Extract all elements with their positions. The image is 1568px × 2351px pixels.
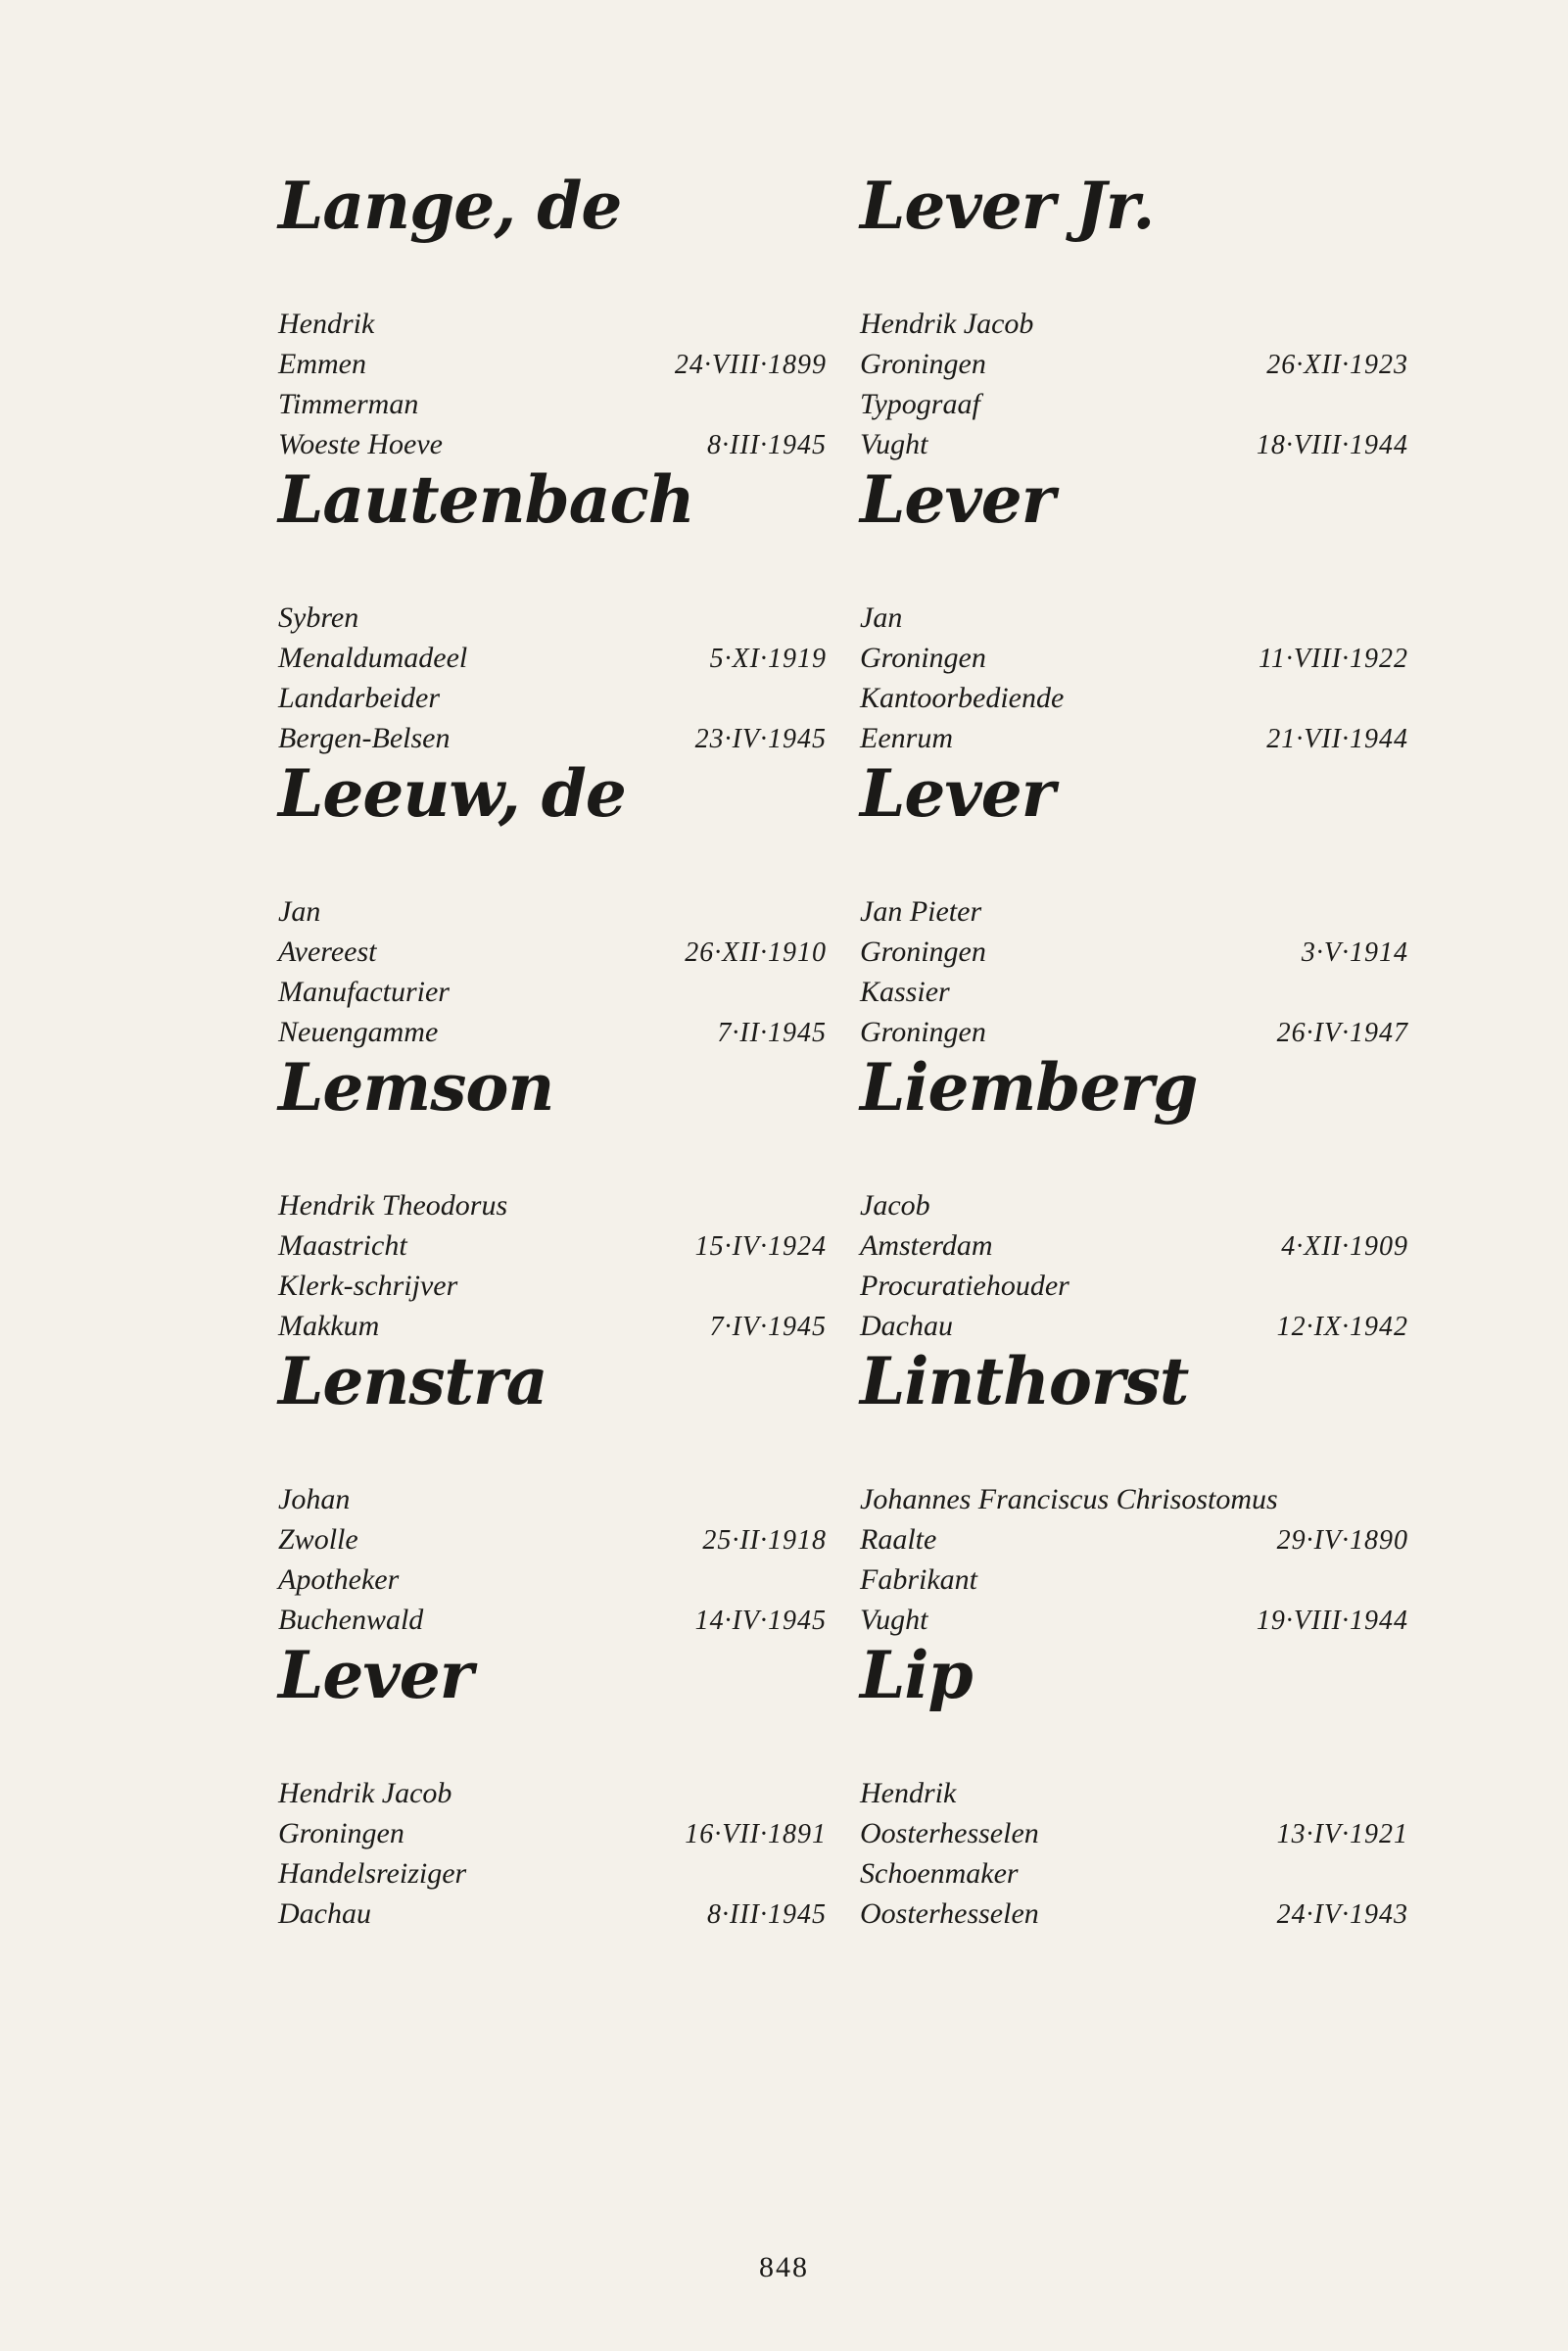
death-place: Eenrum xyxy=(860,722,953,754)
death-row xyxy=(860,1306,1408,1346)
birth-row xyxy=(860,932,1408,972)
birth-row xyxy=(278,344,827,384)
occupation: Kassier xyxy=(860,976,950,1008)
birth-row xyxy=(860,1519,1408,1559)
death-place: Groningen xyxy=(860,1016,986,1048)
death-date: 24·IV·1943 xyxy=(1276,1899,1408,1930)
death-place: Vught xyxy=(860,1604,928,1636)
death-row xyxy=(278,424,827,464)
death-row xyxy=(278,718,827,758)
death-date: 7·II·1945 xyxy=(717,1018,827,1048)
death-place: Dachau xyxy=(278,1897,371,1930)
surname: Lever Jr. xyxy=(860,168,1155,244)
death-place: Dachau xyxy=(860,1310,953,1342)
occupation-row xyxy=(860,1853,1408,1894)
death-date: 18·VIII·1944 xyxy=(1256,430,1408,460)
death-row xyxy=(860,718,1408,758)
occupation-row xyxy=(278,678,827,718)
surname: Leeuw, de xyxy=(278,755,626,832)
page-number: 848 xyxy=(759,2251,809,2283)
memorial-entry xyxy=(278,1342,827,1636)
given-names: Johan xyxy=(278,1483,351,1515)
occupation-row xyxy=(278,384,827,424)
occupation-row xyxy=(860,678,1408,718)
occupation-row xyxy=(278,1559,827,1600)
occupation: Timmerman xyxy=(278,388,419,420)
occupation-row xyxy=(860,1559,1408,1600)
occupation-row xyxy=(860,1266,1408,1306)
memorial-entry xyxy=(278,1048,827,1342)
birth-place: Raalte xyxy=(860,1523,937,1556)
occupation: Typograaf xyxy=(860,388,980,420)
occupation-row xyxy=(860,384,1408,424)
birth-row xyxy=(860,344,1408,384)
given-names: Jan xyxy=(278,895,321,928)
birth-row xyxy=(860,1813,1408,1853)
given-names: Jacob xyxy=(860,1189,930,1222)
left-column xyxy=(278,167,827,1930)
birth-date: 15·IV·1924 xyxy=(694,1231,827,1262)
death-place: Oosterhesselen xyxy=(860,1897,1039,1930)
death-date: 23·IV·1945 xyxy=(694,724,827,754)
given-names-row xyxy=(860,1185,1408,1225)
birth-date: 16·VII·1891 xyxy=(685,1819,827,1849)
occupation: Schoenmaker xyxy=(860,1857,1019,1890)
given-names: Sybren xyxy=(278,601,359,634)
death-date: 21·VII·1944 xyxy=(1266,724,1408,754)
occupation-row xyxy=(278,1266,827,1306)
given-names-row xyxy=(278,891,827,932)
given-names-row xyxy=(278,1479,827,1519)
occupation-row xyxy=(860,972,1408,1012)
death-date: 14·IV·1945 xyxy=(694,1606,827,1636)
given-names-row xyxy=(860,304,1408,344)
death-place: Vught xyxy=(860,428,928,460)
given-names: Johannes Franciscus Chrisostomus xyxy=(860,1483,1278,1515)
death-row xyxy=(860,424,1408,464)
birth-date: 26·XII·1910 xyxy=(685,937,827,968)
birth-place: Groningen xyxy=(860,642,986,674)
given-names-row xyxy=(860,891,1408,932)
birth-date: 4·XII·1909 xyxy=(1281,1231,1408,1262)
occupation: Fabrikant xyxy=(860,1563,977,1596)
birth-place: Menaldumadeel xyxy=(278,642,468,674)
given-names: Jan xyxy=(860,601,903,634)
death-place: Woeste Hoeve xyxy=(278,428,443,460)
given-names-row xyxy=(860,1773,1408,1813)
occupation: Apotheker xyxy=(278,1563,400,1596)
death-date: 7·IV·1945 xyxy=(709,1312,827,1342)
birth-row xyxy=(860,638,1408,678)
birth-row xyxy=(278,1225,827,1266)
surname: Liemberg xyxy=(860,1049,1198,1126)
death-row xyxy=(860,1894,1408,1934)
occupation: Handelsreiziger xyxy=(278,1857,467,1890)
birth-row xyxy=(860,1225,1408,1266)
death-row xyxy=(278,1600,827,1640)
death-row xyxy=(860,1600,1408,1640)
death-date: 19·VIII·1944 xyxy=(1256,1606,1408,1636)
given-names-row xyxy=(860,598,1408,638)
occupation-row xyxy=(278,972,827,1012)
occupation: Landarbeider xyxy=(278,682,440,714)
memorial-entry xyxy=(860,460,1408,754)
surname: Lip xyxy=(860,1637,973,1713)
birth-place: Groningen xyxy=(860,348,986,380)
given-names-row xyxy=(278,1773,827,1813)
surname: Lever xyxy=(278,1637,473,1713)
birth-date: 29·IV·1890 xyxy=(1276,1525,1408,1556)
surname: Lemson xyxy=(278,1049,554,1126)
birth-date: 5·XI·1919 xyxy=(709,644,827,674)
occupation: Kantoorbediende xyxy=(860,682,1065,714)
right-column xyxy=(860,167,1408,1930)
death-row xyxy=(860,1012,1408,1052)
occupation: Klerk-schrijver xyxy=(278,1270,458,1302)
birth-date: 26·XII·1923 xyxy=(1266,350,1408,380)
birth-place: Maastricht xyxy=(278,1229,407,1262)
birth-date: 11·VIII·1922 xyxy=(1259,644,1408,674)
memorial-entry xyxy=(860,167,1408,460)
memorial-entry xyxy=(278,460,827,754)
surname: Lenstra xyxy=(278,1343,547,1419)
given-names: Hendrik xyxy=(860,1777,957,1809)
memorial-entry xyxy=(860,1636,1408,1930)
occupation: Procuratiehouder xyxy=(860,1270,1069,1302)
birth-row xyxy=(278,638,827,678)
birth-place: Groningen xyxy=(278,1817,404,1849)
birth-date: 13·IV·1921 xyxy=(1276,1819,1408,1849)
death-place: Makkum xyxy=(278,1310,380,1342)
birth-row xyxy=(278,1813,827,1853)
birth-place: Avereest xyxy=(278,936,377,968)
surname: Lange, de xyxy=(278,168,622,244)
given-names: Hendrik xyxy=(278,308,375,340)
memorial-entry xyxy=(278,754,827,1048)
birth-row xyxy=(278,1519,827,1559)
death-date: 8·III·1945 xyxy=(707,1899,827,1930)
birth-row xyxy=(278,932,827,972)
memorial-entry xyxy=(278,167,827,460)
given-names-row xyxy=(860,1479,1408,1519)
given-names: Hendrik Jacob xyxy=(278,1777,452,1809)
birth-place: Emmen xyxy=(278,348,366,380)
given-names-row xyxy=(278,1185,827,1225)
memorial-entry xyxy=(860,1048,1408,1342)
occupation-row xyxy=(278,1853,827,1894)
death-row xyxy=(278,1306,827,1346)
surname: Lautenbach xyxy=(278,461,694,538)
birth-place: Zwolle xyxy=(278,1523,358,1556)
surname: Lever xyxy=(860,461,1055,538)
death-date: 12·IX·1942 xyxy=(1276,1312,1408,1342)
birth-date: 24·VIII·1899 xyxy=(674,350,827,380)
given-names: Hendrik Theodorus xyxy=(278,1189,508,1222)
given-names-row xyxy=(278,598,827,638)
death-row xyxy=(278,1894,827,1934)
memorial-entry xyxy=(860,1342,1408,1636)
birth-date: 3·V·1914 xyxy=(1301,937,1408,968)
death-place: Bergen-Belsen xyxy=(278,722,451,754)
birth-place: Oosterhesselen xyxy=(860,1817,1039,1849)
surname: Lever xyxy=(860,755,1055,832)
death-date: 26·IV·1947 xyxy=(1276,1018,1408,1048)
occupation: Manufacturier xyxy=(278,976,450,1008)
given-names: Jan Pieter xyxy=(860,895,982,928)
memorial-entry xyxy=(860,754,1408,1048)
birth-place: Amsterdam xyxy=(860,1229,993,1262)
given-names-row xyxy=(278,304,827,344)
birth-date: 25·II·1918 xyxy=(702,1525,827,1556)
memorial-entry xyxy=(278,1636,827,1930)
death-row xyxy=(278,1012,827,1052)
death-date: 8·III·1945 xyxy=(707,430,827,460)
given-names: Hendrik Jacob xyxy=(860,308,1034,340)
surname: Linthorst xyxy=(860,1343,1189,1419)
birth-place: Groningen xyxy=(860,936,986,968)
death-place: Neuengamme xyxy=(278,1016,439,1048)
death-place: Buchenwald xyxy=(278,1604,424,1636)
